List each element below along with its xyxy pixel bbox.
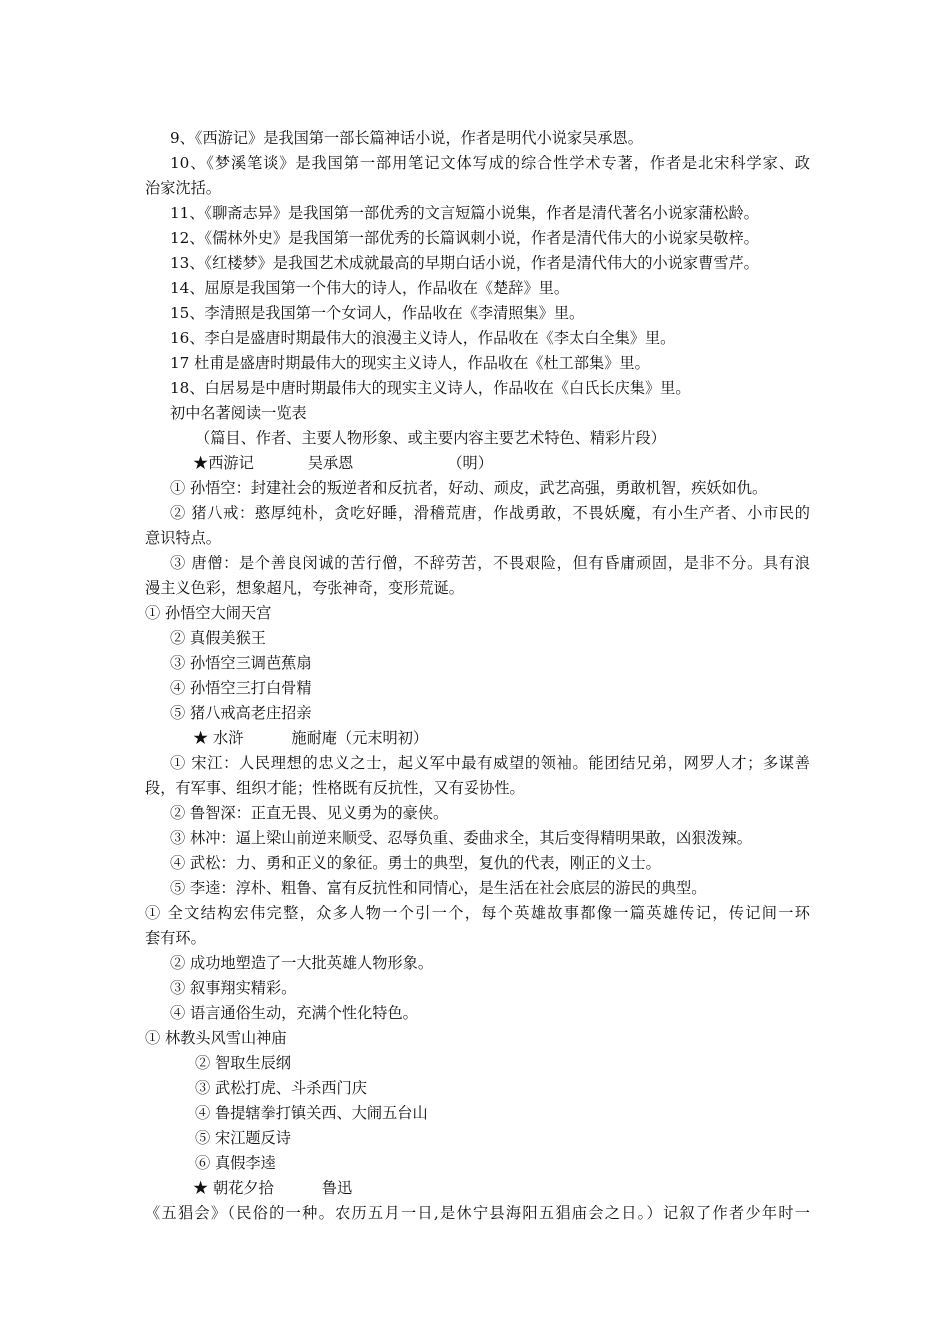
list-item: ③ 孙悟空三调芭蕉扇 bbox=[170, 654, 312, 672]
list-item: ① 孙悟空大闹天宫 bbox=[145, 604, 272, 622]
list-item: ④ 鲁提辖拳打镇关西、大闹五台山 bbox=[195, 1104, 428, 1122]
text-line: 11、《聊斋志异》是我国第一部优秀的文言短篇小说集，作者是清代著名小说家蒲松龄。 bbox=[170, 204, 759, 222]
text-line: ② 鲁智深：正直无畏、见义勇为的豪侠。 bbox=[170, 804, 449, 822]
text-line: 18、白居易是中唐时期最伟大的现实主义诗人，作品收在《白氏长庆集》里。 bbox=[170, 379, 691, 397]
text-line: ① 全文结构宏伟完整，众多人物一个引一个，每个英雄故事都像一篇英雄传记，传记间一环 bbox=[145, 904, 810, 922]
book-title: ★ 水浒 bbox=[193, 729, 244, 747]
list-item: ⑥ 真假李逵 bbox=[195, 1154, 276, 1172]
list-item: ④ 孙悟空三打白骨精 bbox=[170, 679, 312, 697]
text-line: 10、《梦溪笔谈》是我国第一部用笔记文体写成的综合性学术专著，作者是北宋科学家、政 bbox=[170, 154, 810, 172]
book-author: 鲁迅 bbox=[321, 1179, 353, 1197]
book-era: （明） bbox=[447, 454, 493, 472]
text-line: ⑤ 李逵：淳朴、粗鲁、富有反抗性和同情心，是生活在社会底层的游民的典型。 bbox=[170, 879, 707, 897]
text-line: 漫主义色彩，想象超凡，夸张神奇，变形荒诞。 bbox=[145, 579, 464, 597]
text-line: 17 杜甫是盛唐时期最伟大的现实主义诗人，作品收在《杜工部集》里。 bbox=[170, 354, 650, 372]
text-line: 13、《红楼梦》是我国艺术成就最高的早期白话小说，作者是清代伟大的小说家曹雪芹。 bbox=[170, 254, 759, 272]
text-line: ③ 林冲：逼上梁山前逆来顺受、忍辱负重、委曲求全，其后变得精明果敢，凶狠泼辣。 bbox=[170, 829, 752, 847]
list-item: ⑤ 宋江题反诗 bbox=[195, 1129, 291, 1147]
book-author: 施耐庵（元末明初） bbox=[291, 729, 429, 747]
book-title-line bbox=[193, 726, 858, 751]
book-title-line bbox=[193, 451, 858, 476]
text-line: 14、屈原是我国第一个伟大的诗人，作品收在《楚辞》里。 bbox=[170, 279, 570, 297]
list-item: ② 智取生辰纲 bbox=[195, 1054, 291, 1072]
list-item: ⑤ 猪八戒高老庄招亲 bbox=[170, 704, 312, 722]
text-line: ① 孙悟空：封建社会的叛逆者和反抗者，好动、顽皮，武艺高强，勇敢机智，疾妖如仇。 bbox=[170, 479, 768, 497]
text-line: 套有环。 bbox=[145, 929, 206, 947]
text-line: ② 猪八戒：憨厚纯朴，贪吃好睡，滑稽荒唐，作战勇敢，不畏妖魔，有小生产者、小市民的 bbox=[170, 504, 810, 522]
text-line: 段，有军事、组织才能；性格既有反抗性，又有妥协性。 bbox=[145, 779, 525, 797]
text-line: ② 成功地塑造了一大批英雄人物形象。 bbox=[170, 954, 434, 972]
section-subheading: （篇目、作者、主要人物形象、或主要内容主要艺术特色、精彩片段） bbox=[195, 429, 666, 447]
list-item: ① 林教头风雪山神庙 bbox=[145, 1029, 287, 1047]
text-line: 16、李白是盛唐时期最伟大的浪漫主义诗人，作品收在《李太白全集》里。 bbox=[170, 329, 676, 347]
book-author: 吴承恩 bbox=[307, 454, 354, 472]
text-line: ④ 语言通俗生动，充满个性化特色。 bbox=[170, 1004, 418, 1022]
list-item: ② 真假美猴王 bbox=[170, 629, 266, 647]
text-line: 意识特点。 bbox=[145, 529, 221, 547]
book-title: ★ 朝花夕拾 bbox=[193, 1179, 274, 1197]
text-line: ③ 唐僧：是个善良闵诚的苦行僧，不辞劳苦，不畏艰险，但有昏庸顽固，是非不分。具有浪 bbox=[170, 554, 810, 572]
section-heading: 初中名著阅读一览表 bbox=[170, 404, 307, 422]
text-line: ④ 武松：力、勇和正义的象征。勇士的典型，复仇的代表，刚正的义士。 bbox=[170, 854, 661, 872]
text-line: 治家沈括。 bbox=[145, 179, 221, 197]
text-line: 15、李清照是我国第一个女词人，作品收在《李清照集》里。 bbox=[170, 304, 585, 322]
book-title: ★西游记 bbox=[193, 454, 254, 472]
book-title-line bbox=[193, 1176, 858, 1201]
text-line: 12、《儒林外史》是我国第一部优秀的长篇讽刺小说，作者是清代伟大的小说家吴敬梓。 bbox=[170, 229, 759, 247]
list-item: ③ 武松打虎、斗杀西门庆 bbox=[195, 1079, 367, 1097]
text-line: 《五猖会》（民俗的一种。农历五月一日,是休宁县海阳五猖庙会之日。）记叙了作者少年时一 bbox=[145, 1204, 810, 1222]
text-line: ① 宋江：人民理想的忠义之士，起义军中最有威望的领袖。能团结兄弟，网罗人才；多谋善 bbox=[170, 754, 810, 772]
text-line: 9、《西游记》是我国第一部长篇神话小说，作者是明代小说家吴承恩。 bbox=[170, 129, 643, 147]
text-line: ③ 叙事翔实精彩。 bbox=[170, 979, 297, 997]
